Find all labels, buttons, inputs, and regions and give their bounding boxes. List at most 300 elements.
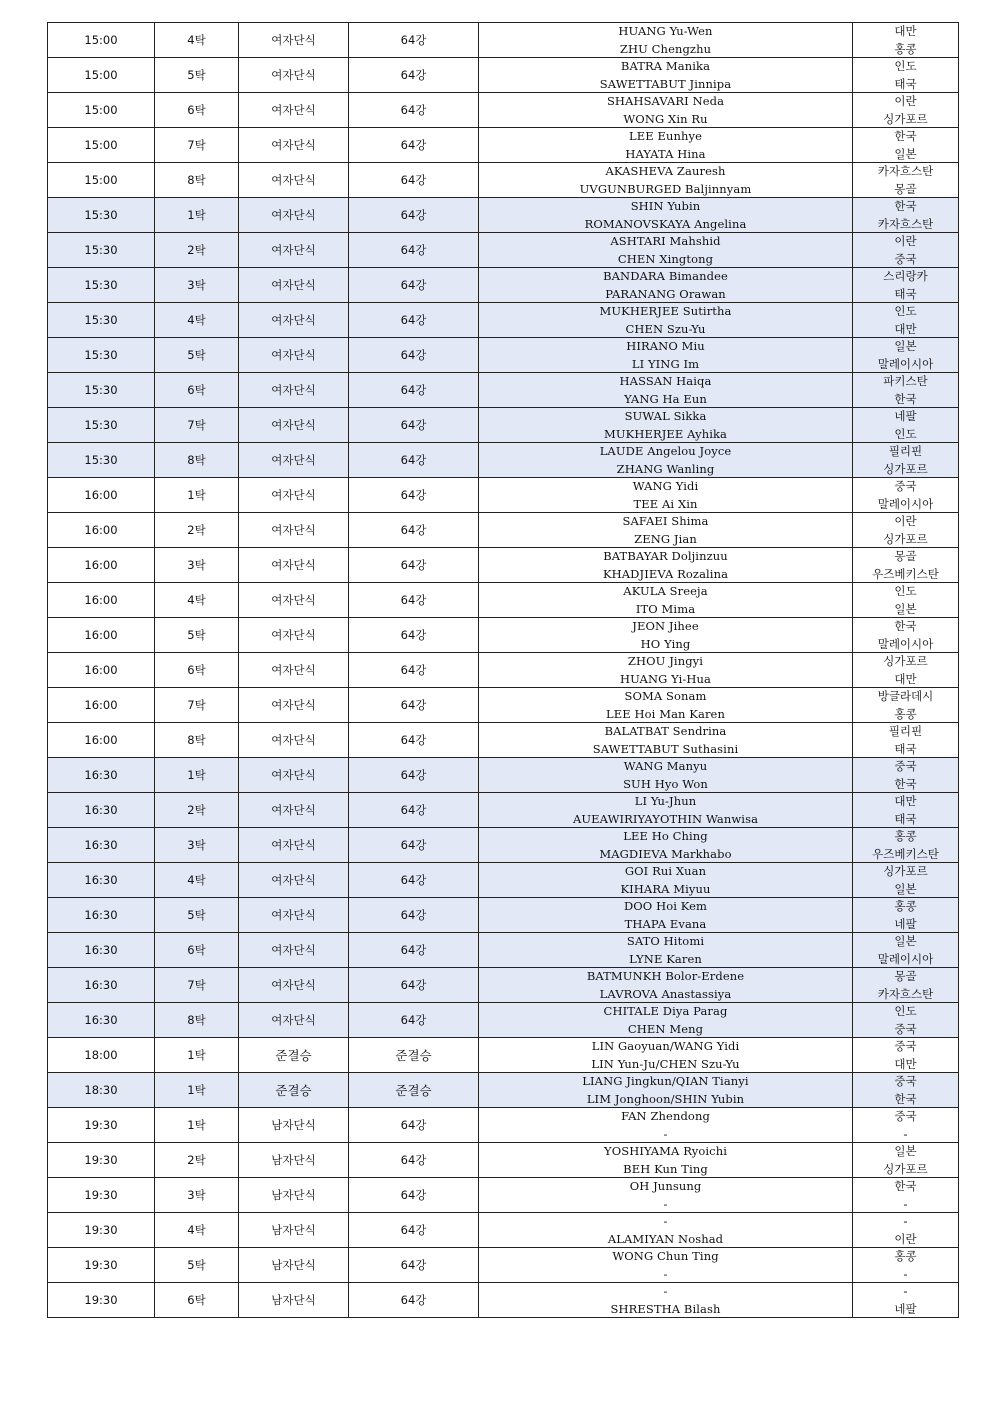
event-name: 여자단식 [239, 303, 349, 338]
table-number: 5탁 [155, 898, 239, 933]
round-name: 64강 [349, 863, 479, 898]
match-time: 15:30 [48, 303, 155, 338]
country-1: 홍콩 [894, 899, 917, 913]
table-row [48, 1073, 959, 1108]
countries-cell [853, 338, 959, 373]
event-name: 준결승 [239, 1073, 349, 1108]
player-2: CHEN Xingtong [617, 252, 714, 266]
table-row [48, 198, 959, 233]
player-2: LIN Yun-Ju/CHEN Szu-Yu [591, 1057, 740, 1071]
country-2: 중국 [894, 1022, 917, 1036]
event-name: 여자단식 [239, 443, 349, 478]
table-number: 1탁 [155, 1038, 239, 1073]
table-row [48, 1143, 959, 1178]
table-row [48, 1038, 959, 1073]
player-1: BALATBAT Sendrina [604, 724, 727, 738]
table-number: 5탁 [155, 618, 239, 653]
player-1: BATMUNKH Bolor-Erdene [586, 969, 745, 983]
round-name: 64강 [349, 828, 479, 863]
event-name: 남자단식 [239, 1178, 349, 1213]
countries-cell [853, 1248, 959, 1283]
table-number: 6탁 [155, 933, 239, 968]
round-name: 64강 [349, 898, 479, 933]
table-number: 5탁 [155, 338, 239, 373]
country-2: 태국 [894, 742, 917, 756]
country-2: - [903, 1197, 908, 1211]
player-1: LI Yu-Jhun [634, 794, 697, 808]
table-row [48, 933, 959, 968]
country-2: 우즈베키스탄 [872, 847, 939, 861]
players-cell [479, 1248, 853, 1283]
countries-cell [853, 968, 959, 1003]
table-row [48, 723, 959, 758]
match-time: 15:30 [48, 338, 155, 373]
countries-cell [853, 1073, 959, 1108]
event-name: 여자단식 [239, 968, 349, 1003]
player-1: DOO Hoi Kem [623, 899, 708, 913]
round-name: 64강 [349, 373, 479, 408]
countries-cell [853, 303, 959, 338]
table-number: 1탁 [155, 198, 239, 233]
players-cell [479, 898, 853, 933]
player-1: AKASHEVA Zauresh [605, 164, 726, 178]
country-1: 인도 [894, 1004, 917, 1018]
country-2: 태국 [894, 287, 917, 301]
player-2: LI YING Im [631, 357, 700, 371]
table-number: 4탁 [155, 23, 239, 58]
table-row [48, 1003, 959, 1038]
country-2: 싱가포르 [883, 112, 928, 126]
match-time: 19:30 [48, 1213, 155, 1248]
player-1: HASSAN Haiqa [619, 374, 712, 388]
players-cell [479, 863, 853, 898]
players-cell [479, 1178, 853, 1213]
players-cell [479, 163, 853, 198]
players-cell [479, 338, 853, 373]
country-2: 카자흐스탄 [877, 217, 934, 231]
match-time: 16:30 [48, 758, 155, 793]
players-cell [479, 128, 853, 163]
country-2: 싱가포르 [883, 462, 928, 476]
player-1: YOSHIYAMA Ryoichi [604, 1144, 727, 1158]
country-1: 필리핀 [888, 724, 923, 738]
table-number: 6탁 [155, 653, 239, 688]
round-name: 64강 [349, 968, 479, 1003]
country-2: 한국 [894, 1092, 917, 1106]
countries-cell [853, 863, 959, 898]
players-cell [479, 723, 853, 758]
country-2: - [903, 1267, 908, 1281]
country-2: 대만 [894, 672, 917, 686]
countries-cell [853, 793, 959, 828]
table-row [48, 1213, 959, 1248]
round-name: 64강 [349, 163, 479, 198]
countries-cell [853, 618, 959, 653]
player-1: LAUDE Angelou Joyce [599, 444, 732, 458]
match-time: 15:00 [48, 163, 155, 198]
countries-cell [853, 1038, 959, 1073]
player-1: CHITALE Diya Parag [603, 1004, 728, 1018]
round-name: 64강 [349, 23, 479, 58]
round-name: 64강 [349, 408, 479, 443]
player-1: GOI Rui Xuan [624, 864, 707, 878]
match-time: 18:00 [48, 1038, 155, 1073]
event-name: 남자단식 [239, 1143, 349, 1178]
table-number: 6탁 [155, 373, 239, 408]
event-name: 여자단식 [239, 548, 349, 583]
country-1: 중국 [894, 479, 917, 493]
players-cell [479, 1143, 853, 1178]
table-row [48, 863, 959, 898]
round-name: 64강 [349, 653, 479, 688]
match-time: 16:00 [48, 513, 155, 548]
event-name: 여자단식 [239, 723, 349, 758]
table-row [48, 1248, 959, 1283]
player-2: KHADJIEVA Rozalina [602, 567, 729, 581]
players-cell [479, 408, 853, 443]
country-2: 인도 [894, 427, 917, 441]
round-name: 64강 [349, 478, 479, 513]
country-2: 태국 [894, 812, 917, 826]
country-2: 일본 [894, 602, 917, 616]
table-number: 3탁 [155, 548, 239, 583]
countries-cell [853, 233, 959, 268]
country-1: 방글라데시 [877, 689, 934, 703]
player-2: HUANG Yi-Hua [619, 672, 712, 686]
event-name: 여자단식 [239, 933, 349, 968]
table-number: 7탁 [155, 688, 239, 723]
table-row [48, 478, 959, 513]
player-1: SHAHSAVARI Neda [606, 94, 725, 108]
table-row [48, 338, 959, 373]
country-2: 일본 [894, 882, 917, 896]
player-1: SATO Hitomi [626, 934, 705, 948]
player-1: LEE Ho Ching [623, 829, 708, 843]
round-name: 64강 [349, 1213, 479, 1248]
table-row [48, 548, 959, 583]
player-1: SHIN Yubin [630, 199, 701, 213]
event-name: 준결승 [239, 1038, 349, 1073]
player-2: WONG Xin Ru [623, 112, 708, 126]
players-cell [479, 1108, 853, 1143]
round-name: 64강 [349, 233, 479, 268]
players-cell [479, 933, 853, 968]
player-2: ZHANG Wanling [616, 462, 715, 476]
table-number: 7탁 [155, 128, 239, 163]
round-name: 64강 [349, 1143, 479, 1178]
match-time: 15:00 [48, 128, 155, 163]
countries-cell [853, 758, 959, 793]
event-name: 여자단식 [239, 163, 349, 198]
round-name: 64강 [349, 723, 479, 758]
countries-cell [853, 1143, 959, 1178]
player-1: LIANG Jingkun/QIAN Tianyi [582, 1074, 749, 1088]
table-row [48, 513, 959, 548]
players-cell [479, 373, 853, 408]
countries-cell [853, 58, 959, 93]
table-number: 2탁 [155, 233, 239, 268]
event-name: 여자단식 [239, 828, 349, 863]
player-1: JEON Jihee [632, 619, 699, 633]
country-1: 일본 [894, 339, 917, 353]
player-2: UVGUNBURGED Baljinnyam [579, 182, 752, 196]
table-row [48, 23, 959, 58]
table-row [48, 1108, 959, 1143]
countries-cell [853, 268, 959, 303]
country-1: 중국 [894, 1109, 917, 1123]
country-2: 대만 [894, 1057, 917, 1071]
table-number: 2탁 [155, 1143, 239, 1178]
round-name: 64강 [349, 128, 479, 163]
players-cell [479, 1073, 853, 1108]
table-number: 6탁 [155, 93, 239, 128]
player-2: YANG Ha Eun [624, 392, 707, 406]
match-time: 19:30 [48, 1143, 155, 1178]
player-2: CHEN Szu-Yu [625, 322, 706, 336]
country-2: 싱가포르 [883, 1162, 928, 1176]
countries-cell [853, 548, 959, 583]
player-2: LIM Jonghoon/SHIN Yubin [586, 1092, 745, 1106]
event-name: 여자단식 [239, 583, 349, 618]
players-cell [479, 583, 853, 618]
match-time: 18:30 [48, 1073, 155, 1108]
countries-cell [853, 653, 959, 688]
countries-cell [853, 478, 959, 513]
countries-cell [853, 1213, 959, 1248]
table-row [48, 373, 959, 408]
table-number: 8탁 [155, 1003, 239, 1038]
event-name: 여자단식 [239, 618, 349, 653]
table-number: 2탁 [155, 793, 239, 828]
table-number: 7탁 [155, 968, 239, 1003]
player-1: MUKHERJEE Sutirtha [599, 304, 732, 318]
match-time: 19:30 [48, 1283, 155, 1318]
table-row [48, 1283, 959, 1318]
match-time: 15:30 [48, 233, 155, 268]
match-time: 16:00 [48, 688, 155, 723]
round-name: 준결승 [349, 1073, 479, 1108]
player-1: HIRANO Miu [626, 339, 705, 353]
table-row [48, 128, 959, 163]
table-number: 3탁 [155, 268, 239, 303]
round-name: 준결승 [349, 1038, 479, 1073]
table-number: 4탁 [155, 1213, 239, 1248]
round-name: 64강 [349, 1003, 479, 1038]
player-1: BATRA Manika [620, 59, 711, 73]
player-1: WANG Yidi [632, 479, 699, 493]
country-1: - [903, 1284, 908, 1298]
countries-cell [853, 513, 959, 548]
players-cell [479, 828, 853, 863]
country-2: 한국 [894, 392, 917, 406]
player-2: LYNE Karen [629, 952, 702, 966]
table-row [48, 618, 959, 653]
player-2: MUKHERJEE Ayhika [603, 427, 728, 441]
player-1: SUWAL Sikka [624, 409, 707, 423]
event-name: 여자단식 [239, 198, 349, 233]
country-2: 우즈베키스탄 [872, 567, 939, 581]
country-1: 네팔 [894, 409, 917, 423]
match-time: 15:30 [48, 198, 155, 233]
player-2: HO Ying [640, 637, 691, 651]
country-1: 싱가포르 [883, 654, 928, 668]
country-2: 네팔 [894, 917, 917, 931]
table-row [48, 408, 959, 443]
round-name: 64강 [349, 1108, 479, 1143]
player-2: LEE Hoi Man Karen [606, 707, 725, 721]
player-2: SAWETTABUT Jinnipa [599, 77, 732, 91]
countries-cell [853, 583, 959, 618]
table-row [48, 828, 959, 863]
countries-cell [853, 723, 959, 758]
country-1: 한국 [894, 1179, 917, 1193]
countries-cell [853, 408, 959, 443]
table-number: 8탁 [155, 163, 239, 198]
player-2: KIHARA Miyuu [620, 882, 711, 896]
country-1: 일본 [894, 1144, 917, 1158]
player-2: ZENG Jian [634, 532, 697, 546]
countries-cell [853, 198, 959, 233]
country-1: 대만 [894, 794, 917, 808]
country-1: 중국 [894, 1074, 917, 1088]
event-name: 여자단식 [239, 793, 349, 828]
match-time: 16:30 [48, 863, 155, 898]
event-name: 여자단식 [239, 478, 349, 513]
round-name: 64강 [349, 1283, 479, 1318]
event-name: 여자단식 [239, 373, 349, 408]
round-name: 64강 [349, 548, 479, 583]
player-1: BATBAYAR Doljinzuu [603, 549, 728, 563]
player-1: WANG Manyu [623, 759, 708, 773]
player-1: ASHTARI Mahshid [610, 234, 721, 248]
players-cell [479, 443, 853, 478]
players-cell [479, 233, 853, 268]
countries-cell [853, 688, 959, 723]
player-1: LIN Gaoyuan/WANG Yidi [591, 1039, 740, 1053]
round-name: 64강 [349, 618, 479, 653]
player-2: - [663, 1127, 668, 1141]
event-name: 여자단식 [239, 653, 349, 688]
country-1: 파키스탄 [883, 374, 928, 388]
players-cell [479, 268, 853, 303]
player-2: SHRESTHA Bilash [610, 1302, 721, 1316]
country-2: 일본 [894, 147, 917, 161]
player-2: LAVROVA Anastassiya [599, 987, 732, 1001]
country-1: 이란 [894, 94, 917, 108]
player-2: CHEN Meng [627, 1022, 704, 1036]
countries-cell [853, 828, 959, 863]
players-cell [479, 93, 853, 128]
round-name: 64강 [349, 198, 479, 233]
player-1: BANDARA Bimandee [603, 269, 728, 283]
player-2: ZHU Chengzhu [619, 42, 712, 56]
table-row [48, 898, 959, 933]
event-name: 여자단식 [239, 408, 349, 443]
match-time: 16:30 [48, 968, 155, 1003]
table-row [48, 1178, 959, 1213]
match-time: 16:00 [48, 548, 155, 583]
table-number: 2탁 [155, 513, 239, 548]
event-name: 여자단식 [239, 513, 349, 548]
country-1: 홍콩 [894, 1249, 917, 1263]
player-1: OH Junsung [629, 1179, 702, 1193]
table-number: 1탁 [155, 1108, 239, 1143]
player-2: - [663, 1267, 668, 1281]
table-row [48, 793, 959, 828]
table-row [48, 233, 959, 268]
country-1: 카자흐스탄 [877, 164, 934, 178]
table-number: 5탁 [155, 58, 239, 93]
round-name: 64강 [349, 268, 479, 303]
match-time: 15:30 [48, 268, 155, 303]
country-2: 대만 [894, 322, 917, 336]
player-2: THAPA Evana [624, 917, 707, 931]
countries-cell [853, 1108, 959, 1143]
event-name: 여자단식 [239, 758, 349, 793]
player-2: BEH Kun Ting [623, 1162, 708, 1176]
player-1: SAFAEI Shima [622, 514, 709, 528]
match-schedule-table [47, 22, 959, 1318]
round-name: 64강 [349, 1178, 479, 1213]
table-row [48, 968, 959, 1003]
player-1: ZHOU Jingyi [627, 654, 704, 668]
round-name: 64강 [349, 513, 479, 548]
table-number: 4탁 [155, 863, 239, 898]
round-name: 64강 [349, 933, 479, 968]
countries-cell [853, 443, 959, 478]
event-name: 남자단식 [239, 1248, 349, 1283]
country-1: 중국 [894, 759, 917, 773]
match-time: 16:00 [48, 723, 155, 758]
round-name: 64강 [349, 1248, 479, 1283]
match-time: 16:30 [48, 1003, 155, 1038]
table-row [48, 303, 959, 338]
event-name: 여자단식 [239, 128, 349, 163]
country-1: 필리핀 [888, 444, 923, 458]
country-1: 몽골 [894, 549, 917, 563]
table-number: 1탁 [155, 478, 239, 513]
event-name: 남자단식 [239, 1213, 349, 1248]
round-name: 64강 [349, 338, 479, 373]
table-number: 1탁 [155, 1073, 239, 1108]
country-1: 스리랑카 [883, 269, 928, 283]
player-1: AKULA Sreeja [623, 584, 708, 598]
table-row [48, 653, 959, 688]
players-cell [479, 1213, 853, 1248]
player-1: LEE Eunhye [629, 129, 702, 143]
country-2: 홍콩 [894, 42, 917, 56]
country-2: 네팔 [894, 1302, 917, 1316]
match-time: 15:00 [48, 93, 155, 128]
match-time: 16:00 [48, 618, 155, 653]
match-time: 19:30 [48, 1248, 155, 1283]
country-2: 홍콩 [894, 707, 917, 721]
player-1: WONG Chun Ting [612, 1249, 719, 1263]
match-time: 15:00 [48, 23, 155, 58]
schedule-body [48, 23, 959, 1318]
player-2: HAYATA Hina [625, 147, 706, 161]
players-cell [479, 58, 853, 93]
countries-cell [853, 933, 959, 968]
country-1: 일본 [894, 934, 917, 948]
players-cell [479, 1038, 853, 1073]
country-2: 카자흐스탄 [877, 987, 934, 1001]
match-time: 19:30 [48, 1108, 155, 1143]
country-2: 몽골 [894, 182, 917, 196]
country-1: 이란 [894, 234, 917, 248]
players-cell [479, 618, 853, 653]
event-name: 여자단식 [239, 688, 349, 723]
